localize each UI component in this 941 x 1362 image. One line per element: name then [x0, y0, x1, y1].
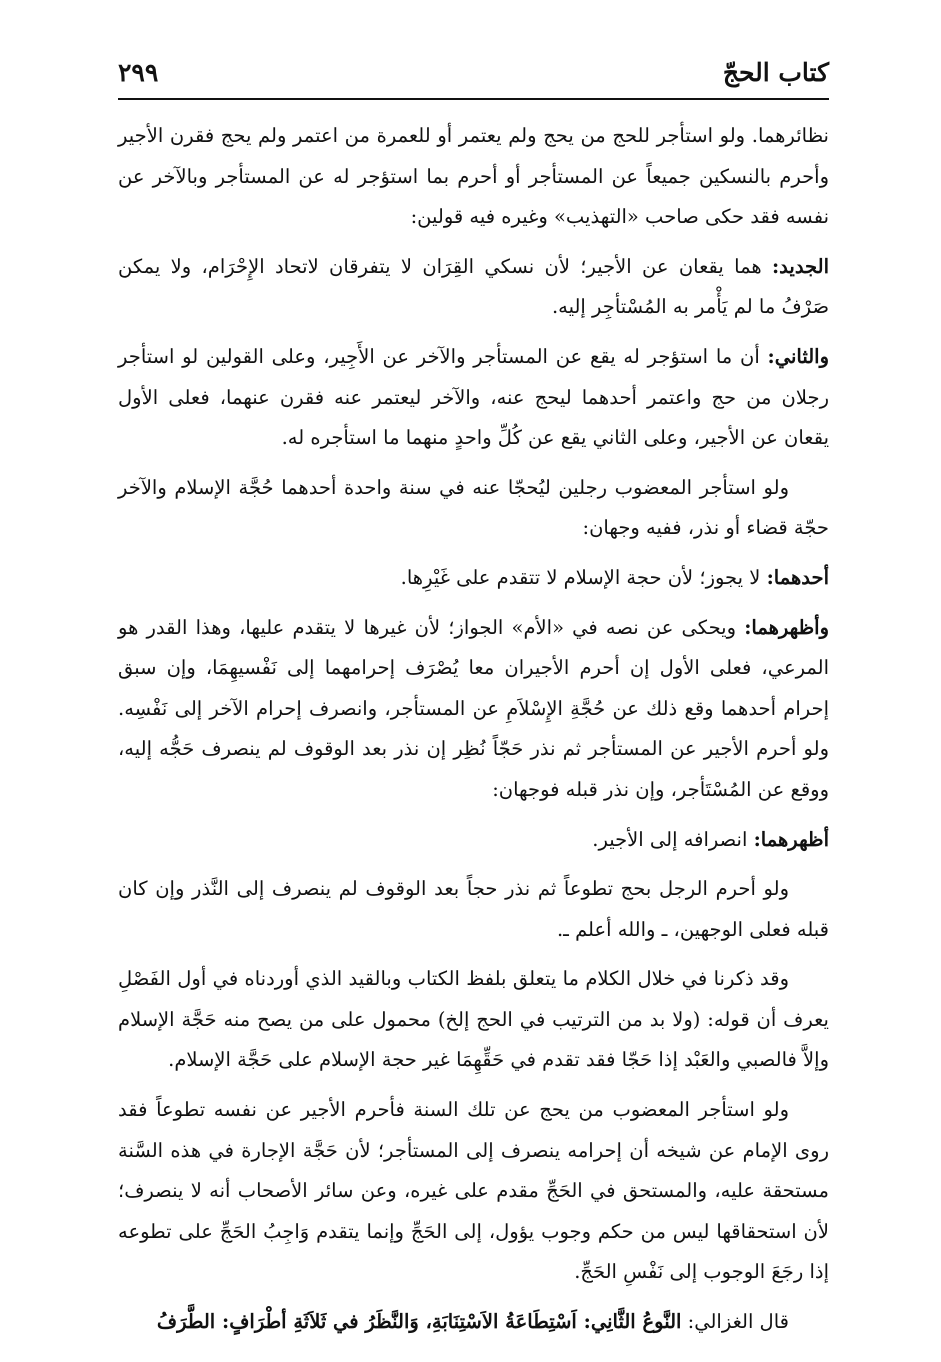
paragraph-7: [118, 820, 829, 861]
paragraph-lead: والثاني:: [767, 344, 829, 368]
paragraph-11: [118, 1302, 829, 1343]
paragraph-lead: أظهرهما:: [753, 827, 829, 851]
paragraph-text: ولو استأجر المعضوب رجلين ليُحجّا عنه في سنة واحدة أحدهما حُجَّة الإسلام والآخر حجّة قضاء أو نذر، ففيه وجهان:: [118, 475, 829, 540]
page-number: ٢٩٩: [118, 58, 159, 87]
paragraph-text: نظائرهما. ولو استأجر للحج من يحج ولم يعتمر أو للعمرة من اعتمر ولم يحج فقرن الأجير وأحرم بالنسكين جميعاً عن المستأجر أو أحرم بما استؤجر له عن المستأجر وبالآخر عن نفسه فقد حكى صاحب «التهذيب» وغيره فيه قولين:: [118, 124, 829, 229]
running-title: كتاب الحجّ: [722, 58, 829, 87]
paragraph-text: ولو استأجر المعضوب من يحج عن تلك السنة فأحرم الأجير عن نفسه تطوعاً فقد روى الإمام عن شيخه أن إحرامه ينصرف إلى المستأجر؛ لأن حَجَّة الإجارة في هذه السَّنة مستحقة عليه، والمستحق في الحَجِّ مقدم على غيره، وعن سائر الأصحاب أنه لا ينصرف؛ لأن استحقاقها ليس من حكم وجوب يؤول، إلى الحَجِّ وإنما يتقدم وَاجِبُ الحَجِّ على تطوعه إذا رجَعَ الوجوب إلى نَفْسِ الحَجِّ.: [118, 1098, 829, 1284]
paragraph-10: [118, 1090, 829, 1293]
paragraph-text: قال الغزالي:: [681, 1310, 789, 1334]
paragraph-lead: الجديد:: [771, 254, 829, 278]
paragraph-text: لا يجوز؛ لأن حجة الإسلام لا تتقدم على غَيْرِها.: [400, 565, 767, 589]
paragraph-text: وقد ذكرنا في خلال الكلام ما يتعلق بلفظ الكتاب وبالقيد الذي أوردناه في أول الفَصْلِ يعرف أن قوله: (ولا بد من الترتيب في الحج إلخ) محمول على من يصح منه حَجَّة الإسلام وإلاَّ فالصبي والعَبْد إذا حَجّا فقد تقدم في حَقِّهِمَا غير حجة الإسلام على حَجَّة الإسلام.: [118, 967, 829, 1072]
paragraph-text: ويحكى عن نصه في «الأم» الجواز؛ لأن غيرها لا يتقدم عليها، وهذا القدر هو المرعي، فعلى الأول إن أحرم الأجيران معا يُصْرَف إحرامهما إلى نَفْسيهِمَا، وإن سبق إحرام أحدهما وقع ذلك عن حُجَّةِ الإِسْلاَمِ عن المستأجر، وانصرف إحرام الآخر إلى نَفْسِه. ولو أحرم الأجير عن المستأجر ثم نذر حَجّاً نُظِر إن نذر بعد الوقوف لم ينصرف حَجُّه إليه، ووقع عن المُسْتَأجر، وإن نذر قبله فوجهان:: [118, 615, 829, 801]
paragraph-6: [118, 608, 829, 811]
paragraph-text: انصرافه إلى الأجير.: [592, 827, 754, 851]
paragraph-8: [118, 869, 829, 950]
paragraph-text: هما يقعان عن الأجير؛ لأن نسكي القِرَان لا يتفرقان لاتحاد الإِحْرَام، ولا يمكن صَرْفُ ما لم يَأْمر به المُسْتأجِر إليه.: [118, 254, 829, 319]
paragraph-3: [118, 337, 829, 459]
paragraph-text: ولو أحرم الرجل بحج تطوعاً ثم نذر حجاً بعد الوقوف لم ينصرف إلى النَّذر وإن كان قبله فعلى الوجهين، ـ والله أعلم ـ.: [118, 877, 829, 941]
paragraph-5: [118, 558, 829, 599]
paragraph-2: [118, 247, 829, 328]
paragraph-9: [118, 959, 829, 1081]
paragraph-lead: أحدهما:: [766, 565, 829, 589]
page-header: [118, 52, 829, 100]
paragraph-text: أن ما استؤجر له يقع عن المستأجر والآخر عن الأَجِير، وعلى القولين لو استأجر رجلان من حج واعتمر أحدهما ليحج عنه، والآخر ليعتمر عنه فقرن عنهما، فعلى الأول يقعان عن الأجير، وعلى الثاني يقع عن كُلِّ واحدٍ منهما ما استأجره له.: [118, 344, 829, 450]
page-body: [118, 116, 829, 1352]
paragraph-1: [118, 116, 829, 238]
paragraph-lead: وأظهرهما:: [744, 615, 829, 639]
paragraph-4: [118, 468, 829, 549]
section-heading: النَّوعُ الثَّانِي: اَسْتِطَاعَةُ الاَسْتِنَابَةِ، وَالنَّظَرُ في ثَلاَثَةِ أطْرَافٍ: الطَّرَفُ: [156, 1310, 682, 1334]
